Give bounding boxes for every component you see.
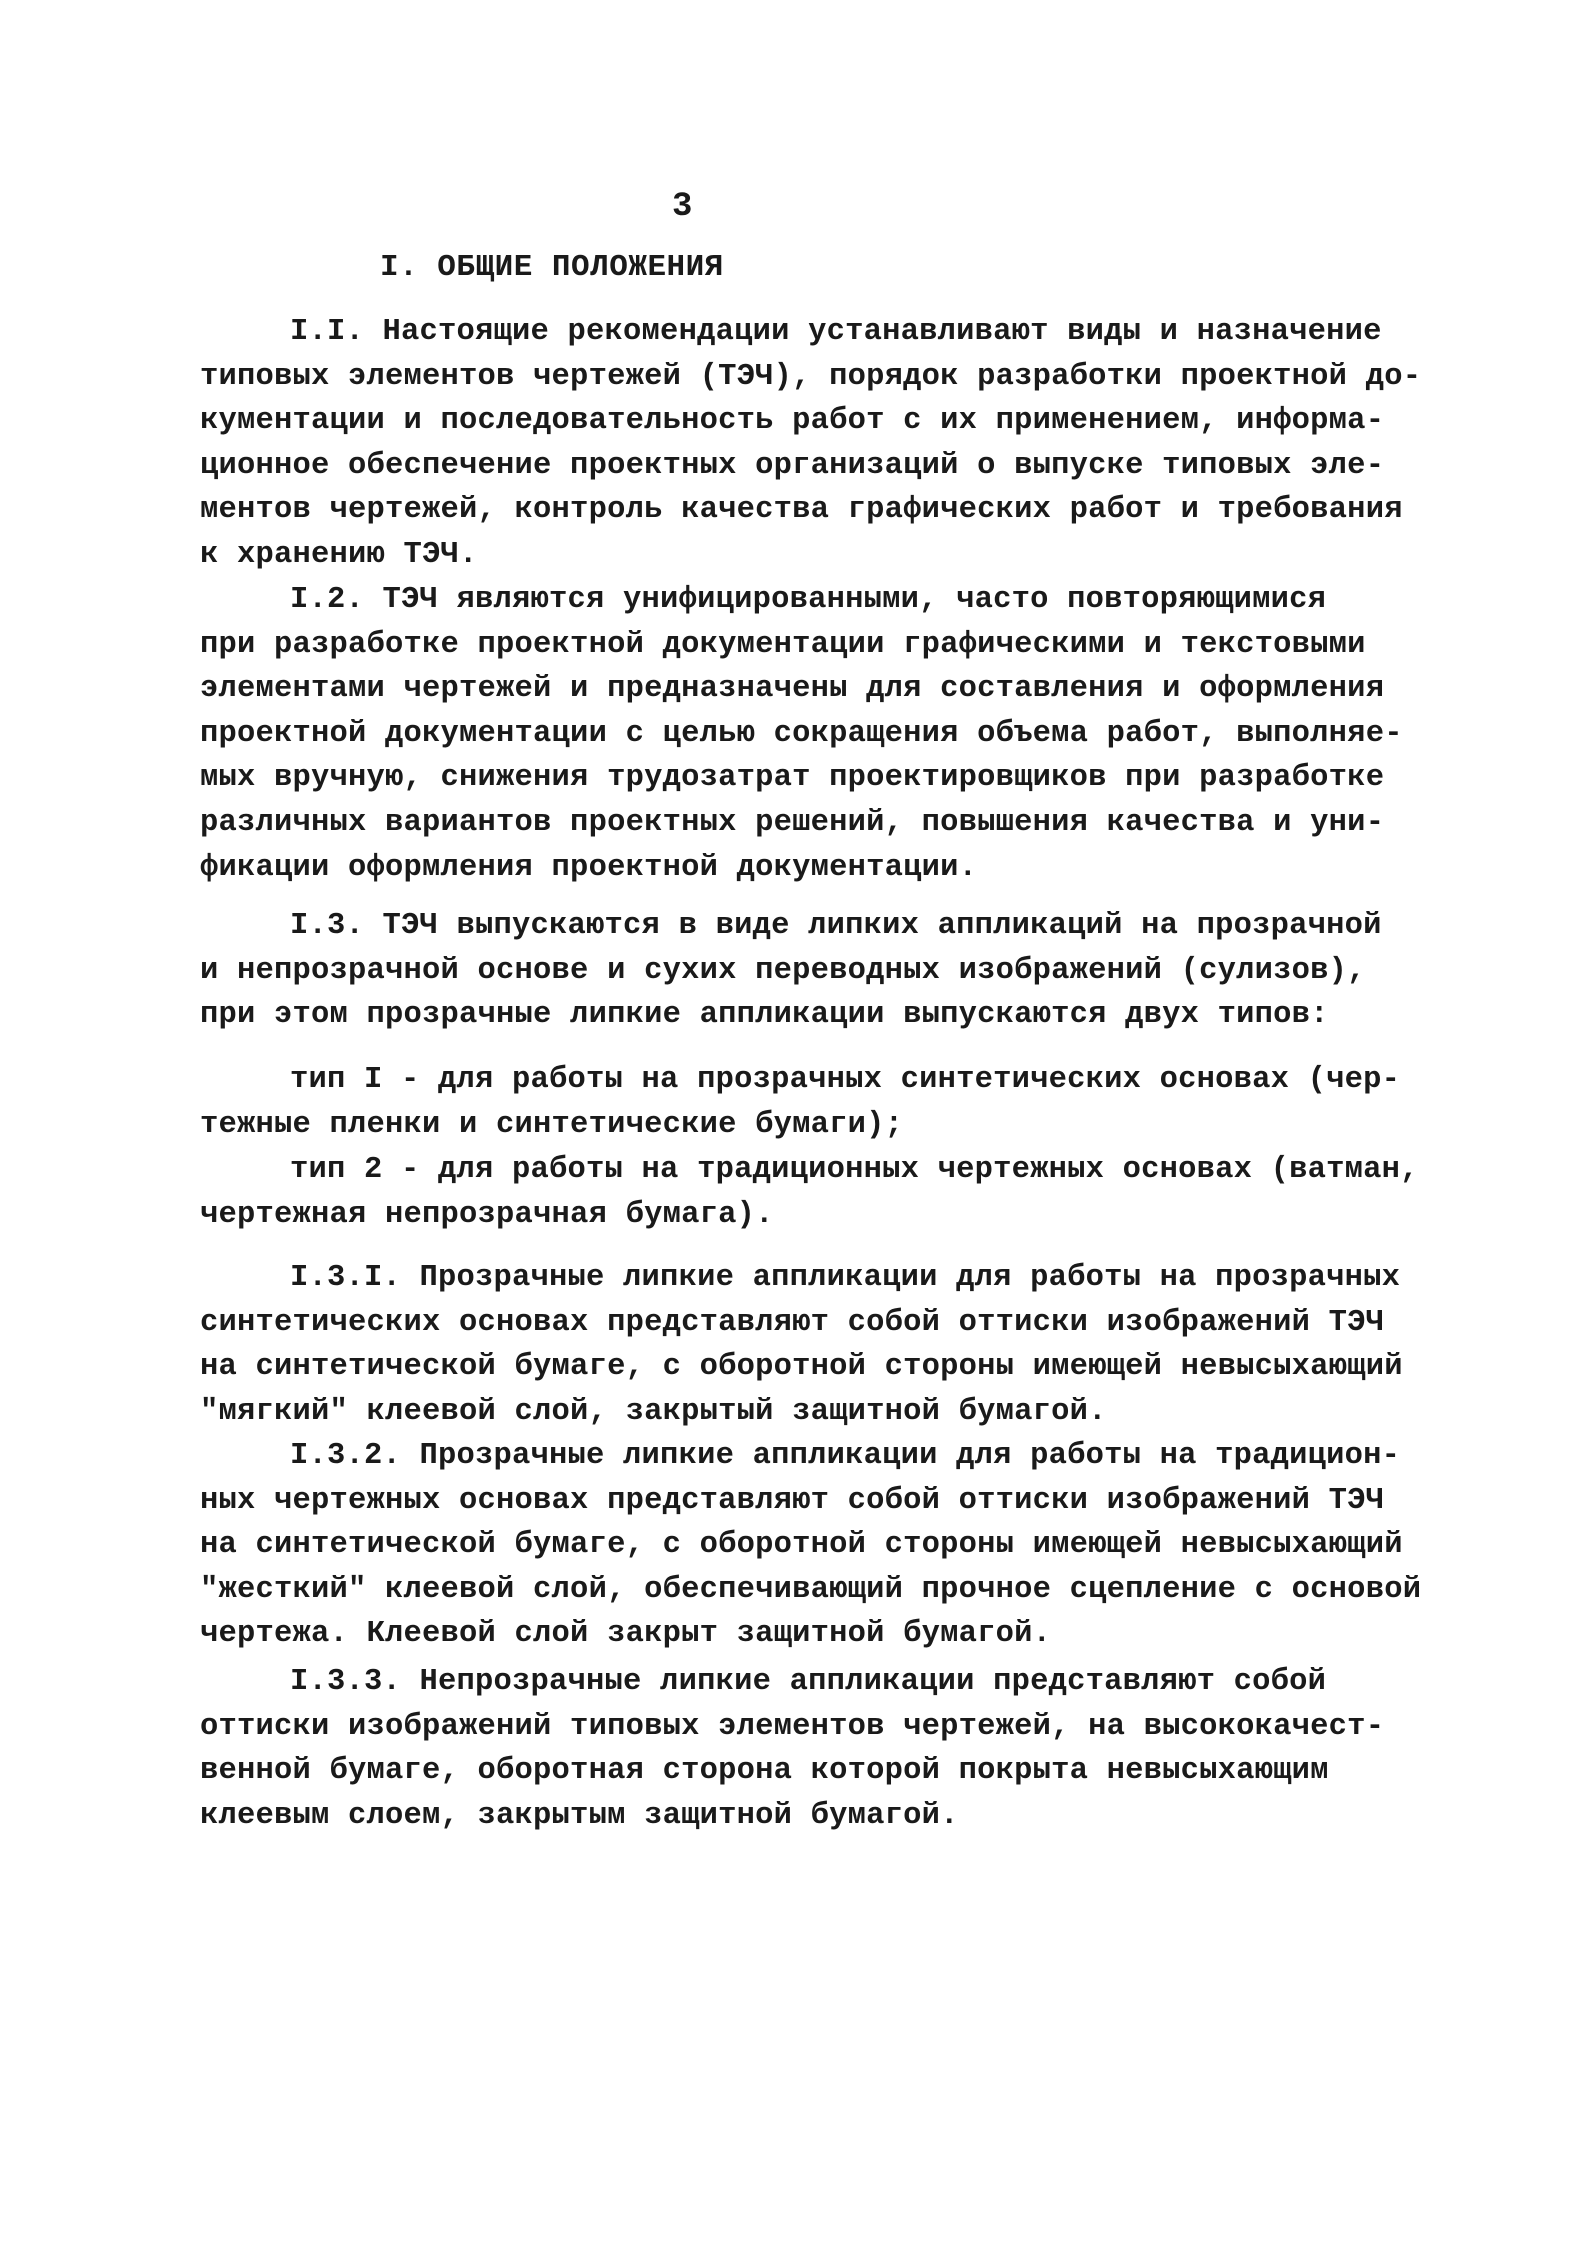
- paragraph-line: "жесткий" клеевой слой, обеспечивающий прочное сцепление с основой: [200, 1572, 1422, 1607]
- paragraph-1-3-2: [200, 1434, 1430, 1657]
- paragraph-line: различных вариантов проектных решений, повышения качества и уни-: [200, 805, 1385, 840]
- paragraph-1-3-3: [200, 1660, 1430, 1838]
- paragraph-line: мых вручную, снижения трудозатрат проектировщиков при разработке: [200, 761, 1385, 796]
- section-heading: I. ОБЩИЕ ПОЛОЖЕНИЯ: [380, 250, 724, 285]
- paragraph-line: при разработке проектной документации графическими и текстовыми: [200, 627, 1366, 662]
- paragraph-line: фикации оформления проектной документации.: [200, 850, 978, 885]
- paragraph-1-3-1: [200, 1256, 1430, 1434]
- paragraph-line: I.I. Настоящие рекомендации устанавливают виды и назначение: [290, 315, 1382, 349]
- paragraph-line: проектной документации с целью сокращения объема работ, выполняе-: [200, 716, 1403, 751]
- paragraph-line: ментов чертежей, контроль качества графических работ и требования: [200, 493, 1403, 528]
- paragraph-line: на синтетической бумаге, с оборотной стороны имеющей невысыхающий: [200, 1528, 1403, 1563]
- page-number: 3: [672, 188, 693, 226]
- paragraph-1-3: [200, 904, 1430, 1038]
- type-2-item: [200, 1148, 1430, 1237]
- paragraph-line: I.3.2. Прозрачные липкие аппликации для работы на традицион-: [290, 1439, 1401, 1473]
- type-1-item: [200, 1058, 1430, 1147]
- paragraph-line: I.3.I. Прозрачные липкие аппликации для работы на прозрачных: [290, 1261, 1401, 1295]
- paragraph-line: клеевым слоем, закрытым защитной бумагой.: [200, 1798, 959, 1833]
- paragraph-line: и непрозрачной основе и сухих переводных изображений (сулизов),: [200, 953, 1366, 988]
- paragraph-line: к хранению ТЭЧ.: [200, 537, 478, 572]
- paragraph-line: элементами чертежей и предназначены для составления и оформления: [200, 672, 1385, 707]
- paragraph-line: оттиски изображений типовых элементов чертежей, на высококачест-: [200, 1709, 1385, 1744]
- paragraph-line: I.2. ТЭЧ являются унифицированными, часто повторяющимися: [290, 583, 1327, 617]
- paragraph-line: чертежная непрозрачная бумага).: [200, 1197, 774, 1232]
- paragraph-line: чертежа. Клеевой слой закрыт защитной бумагой.: [200, 1617, 1052, 1652]
- paragraph-line: I.3.3. Непрозрачные липкие аппликации представляют собой: [290, 1665, 1327, 1699]
- paragraph-line: "мягкий" клеевой слой, закрытый защитной бумагой.: [200, 1394, 1107, 1429]
- paragraph-line: ционное обеспечение проектных организаций о выпуске типовых эле-: [200, 448, 1385, 483]
- paragraph-line: I.3. ТЭЧ выпускаются в виде липких аппликаций на прозрачной: [290, 909, 1382, 943]
- paragraph-line: венной бумаге, оборотная сторона которой покрыта невысыхающим: [200, 1754, 1329, 1789]
- paragraph-1-2: [200, 578, 1430, 890]
- paragraph-line: тип I - для работы на прозрачных синтетических основах (чер-: [290, 1063, 1401, 1097]
- paragraph-line: синтетических основах представляют собой оттиски изображений ТЭЧ: [200, 1305, 1385, 1340]
- paragraph-line: тип 2 - для работы на традиционных чертежных основах (ватман,: [290, 1153, 1419, 1187]
- paragraph-line: на синтетической бумаге, с оборотной стороны имеющей невысыхающий: [200, 1350, 1403, 1385]
- paragraph-line: ных чертежных основах представляют собой оттиски изображений ТЭЧ: [200, 1483, 1385, 1518]
- paragraph-line: при этом прозрачные липкие аппликации выпускаются двух типов:: [200, 998, 1329, 1033]
- paragraph-line: тежные пленки и синтетические бумаги);: [200, 1107, 904, 1142]
- paragraph-line: кументации и последовательность работ с их применением, информа-: [200, 404, 1385, 439]
- paragraph-1-1: [200, 310, 1430, 578]
- paragraph-line: типовых элементов чертежей (ТЭЧ), порядок разработки проектной до-: [200, 359, 1422, 394]
